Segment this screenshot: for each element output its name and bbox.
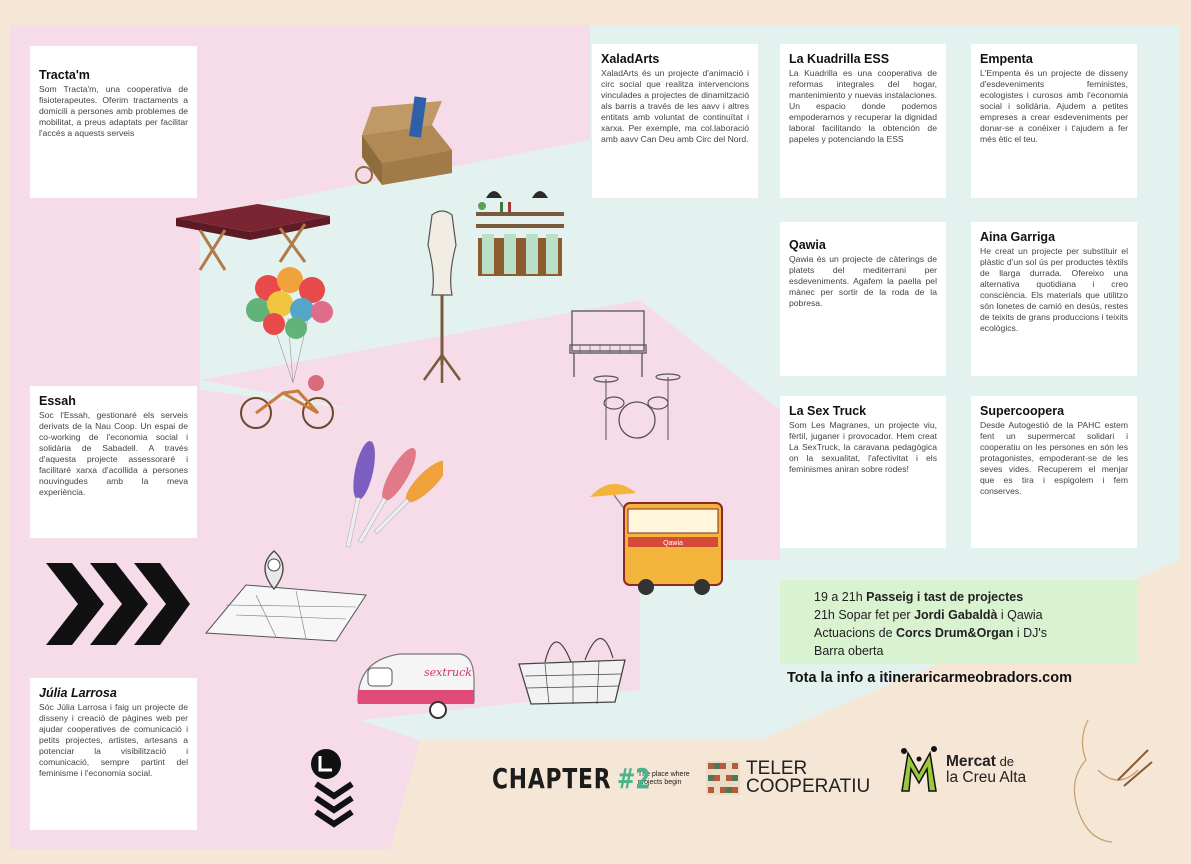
mercat-creu-alta-logo bbox=[898, 745, 1026, 795]
card-aina bbox=[971, 222, 1137, 376]
card-supercoopera-title: Supercoopera bbox=[980, 404, 1065, 418]
card-aina-title: Aina Garriga bbox=[980, 230, 1056, 244]
bar-counter-illustration bbox=[470, 178, 570, 278]
card-xaladarts-body: XaladArts és un projecte d'animació i circ social que realitza intervencions vinculades a projectes de dinamització als barris a través de les aavv i altres entitats amb voluntat de continuïtat i xarxa. Per exemple, ma col.laboració amb aavv Can Deu amb Circ del Nord. bbox=[601, 68, 749, 144]
schedule-event-1: Passeig i tast de projectes bbox=[866, 590, 1024, 604]
juggling-clubs-illustration bbox=[338, 430, 443, 560]
arrows-decoration bbox=[46, 563, 191, 645]
mercat-logo-word: Mercat bbox=[946, 752, 996, 770]
card-tractam-body: Som Tracta'm, una cooperativa de fisioterapeutes. Oferim tractaments a domicili a persones amb problemes de mobilitat, a preus adaptats per facilitar l'accés a aquests serveis bbox=[39, 84, 188, 138]
schedule-time-1: 19 a 21h bbox=[814, 590, 867, 604]
artist-sketch-illustration bbox=[1058, 710, 1158, 850]
card-essah-title: Essah bbox=[39, 394, 76, 408]
card-essah bbox=[30, 386, 197, 538]
card-julia-title: Júlia Larrosa bbox=[39, 686, 117, 700]
card-xaladarts-title: XaladArts bbox=[601, 52, 660, 66]
chapter-logo-text: CHAPTER bbox=[492, 762, 612, 795]
teler-pattern-icon bbox=[706, 761, 740, 795]
mercat-logo-line-2: la Creu Alta bbox=[946, 769, 1027, 786]
vegetable-basket-illustration bbox=[515, 612, 630, 707]
info-label: Tota la info a bbox=[787, 670, 880, 686]
teler-cooperatiu-logo bbox=[706, 760, 870, 796]
schedule-chef: Jordi Gabaldà bbox=[914, 608, 998, 623]
mercat-logo-de: de bbox=[995, 753, 1015, 769]
card-qawia bbox=[780, 222, 946, 376]
teler-logo-line-1: TELER bbox=[746, 758, 808, 779]
schedule-line-3 bbox=[814, 624, 1127, 642]
teler-logo-line-2: COOPERATIU bbox=[746, 776, 871, 798]
schedule-line-2 bbox=[814, 606, 1127, 624]
card-qawia-title: Qawia bbox=[789, 238, 826, 252]
card-sextruck-title: La Sex Truck bbox=[789, 404, 867, 418]
schedule-line-1 bbox=[814, 588, 1127, 606]
balloon-bicycle-illustration bbox=[238, 258, 338, 433]
card-empenta-title: Empenta bbox=[980, 52, 1033, 66]
card-sextruck bbox=[780, 396, 946, 548]
caravan-sign: sextruck bbox=[424, 666, 472, 679]
mercat-logo-line-1 bbox=[946, 754, 1026, 770]
schedule-line-3-pre: Actuacions de bbox=[814, 626, 896, 641]
schedule-line-2-post: i Qawia bbox=[997, 608, 1043, 623]
schedule-line-4: Barra oberta bbox=[814, 644, 884, 659]
food-truck-illustration bbox=[584, 475, 729, 600]
card-essah-body: Soc l'Essah, gestionaré els serveis derivats de la Nau Coop. Un espai de co-working de l'economia social i solidària de Sabadell. A través d'aquesta projecte assessoraré i facilitaré xarxa d'acollida a persones nouvingudes amb la meva experiència. bbox=[39, 410, 188, 497]
card-kuadrilla bbox=[780, 44, 946, 198]
treasure-chest-illustration bbox=[352, 95, 462, 190]
chapter-logo bbox=[492, 762, 694, 795]
card-julia-body: Sóc Júlia Larrosa i faig un projecte de disseny i creació de pàgines web per ajudar cooperatives de comunicació i petits projectes, artistes, artesans a potenciar la visibilització i comunicació, sempre partint del feminisme i l'economia social. bbox=[39, 702, 188, 778]
card-tractam bbox=[30, 46, 197, 198]
card-tractam-title: Tracta'm bbox=[39, 68, 90, 82]
chapter-logo-number: #2 bbox=[616, 762, 651, 795]
mercat-logo-text bbox=[946, 754, 1026, 787]
caravan-illustration bbox=[350, 640, 480, 725]
mannequin-illustration bbox=[418, 205, 466, 385]
card-xaladarts bbox=[592, 44, 758, 198]
card-empenta bbox=[971, 44, 1137, 198]
food-truck-sign: Qawia bbox=[663, 540, 683, 547]
schedule-band: Corcs Drum&Organ bbox=[896, 626, 1014, 641]
chapter-logo-tagline: The place where projects begin bbox=[637, 770, 690, 786]
map-location-illustration bbox=[196, 545, 371, 645]
card-kuadrilla-body: La Kuadrilla es una cooperativa de reformas integrales del hogar, mantenimiento y nuevas instalaciones. Un espacio donde podemos empoderarnos y recuperar la dignidad laboral facilitando la obtención de papeles y potenciando la ESS bbox=[789, 68, 937, 144]
card-qawia-body: Qawia és un projecte de càterings de platets del mediterrani per esdeveniments. Agafem la paella pel mànec per sortir de la roda de la pobresa. bbox=[789, 254, 937, 308]
mercat-m-icon bbox=[898, 745, 940, 795]
card-empenta-body: L'Empenta és un projecte de disseny d'esdeveniments feministes, ecologistes i curosos amb l'economia social i solidària. Ajudem a petites empreses a crear esdeveniments per donar-se a conèixer i t'ajudem a fer més ètic el teu. bbox=[980, 68, 1128, 144]
schedule-time-2: 21h Sopar fet per bbox=[814, 608, 915, 623]
drum-kit-illustration bbox=[592, 365, 682, 445]
card-julia bbox=[30, 678, 197, 830]
teler-logo-text bbox=[746, 760, 870, 796]
coop-badge-icon bbox=[308, 748, 356, 830]
schedule-line-3-post: i DJ's bbox=[1013, 626, 1048, 641]
card-supercoopera-body: Desde Autogestió de la PAHC estem fent un supermercat solidari i cooperatiu on les persones en són les protagonistes, empoderant-se de les seves vides. Recuperem el menjar que es tira i espigolem i fem conserves. bbox=[980, 420, 1128, 496]
card-aina-body: He creat un projecte per substituir el plàstic d'un sol ús per productes tèxtils de llarga durrada. Ofereixo una alternativa quotidiana i creo consciència. Els materials que utilitzo són lonetes de camió en desús, restes de teixits de grans produccions i teixits ecològics. bbox=[980, 246, 1128, 333]
card-sextruck-body: Som Les Magranes, un projecte viu, fèrtil, juganer i provocador. Hem creat La SexTruck, la caravana pedagògica on la sexualitat, l'afectivitat i els feminismes aniran sobre rodes! bbox=[789, 420, 937, 474]
info-url-line bbox=[787, 670, 1072, 686]
card-supercoopera bbox=[971, 396, 1137, 548]
info-link[interactable]: itineraricarmeobradors.com bbox=[879, 670, 1072, 686]
schedule-box bbox=[780, 580, 1137, 664]
card-kuadrilla-title: La Kuadrilla ESS bbox=[789, 52, 890, 66]
